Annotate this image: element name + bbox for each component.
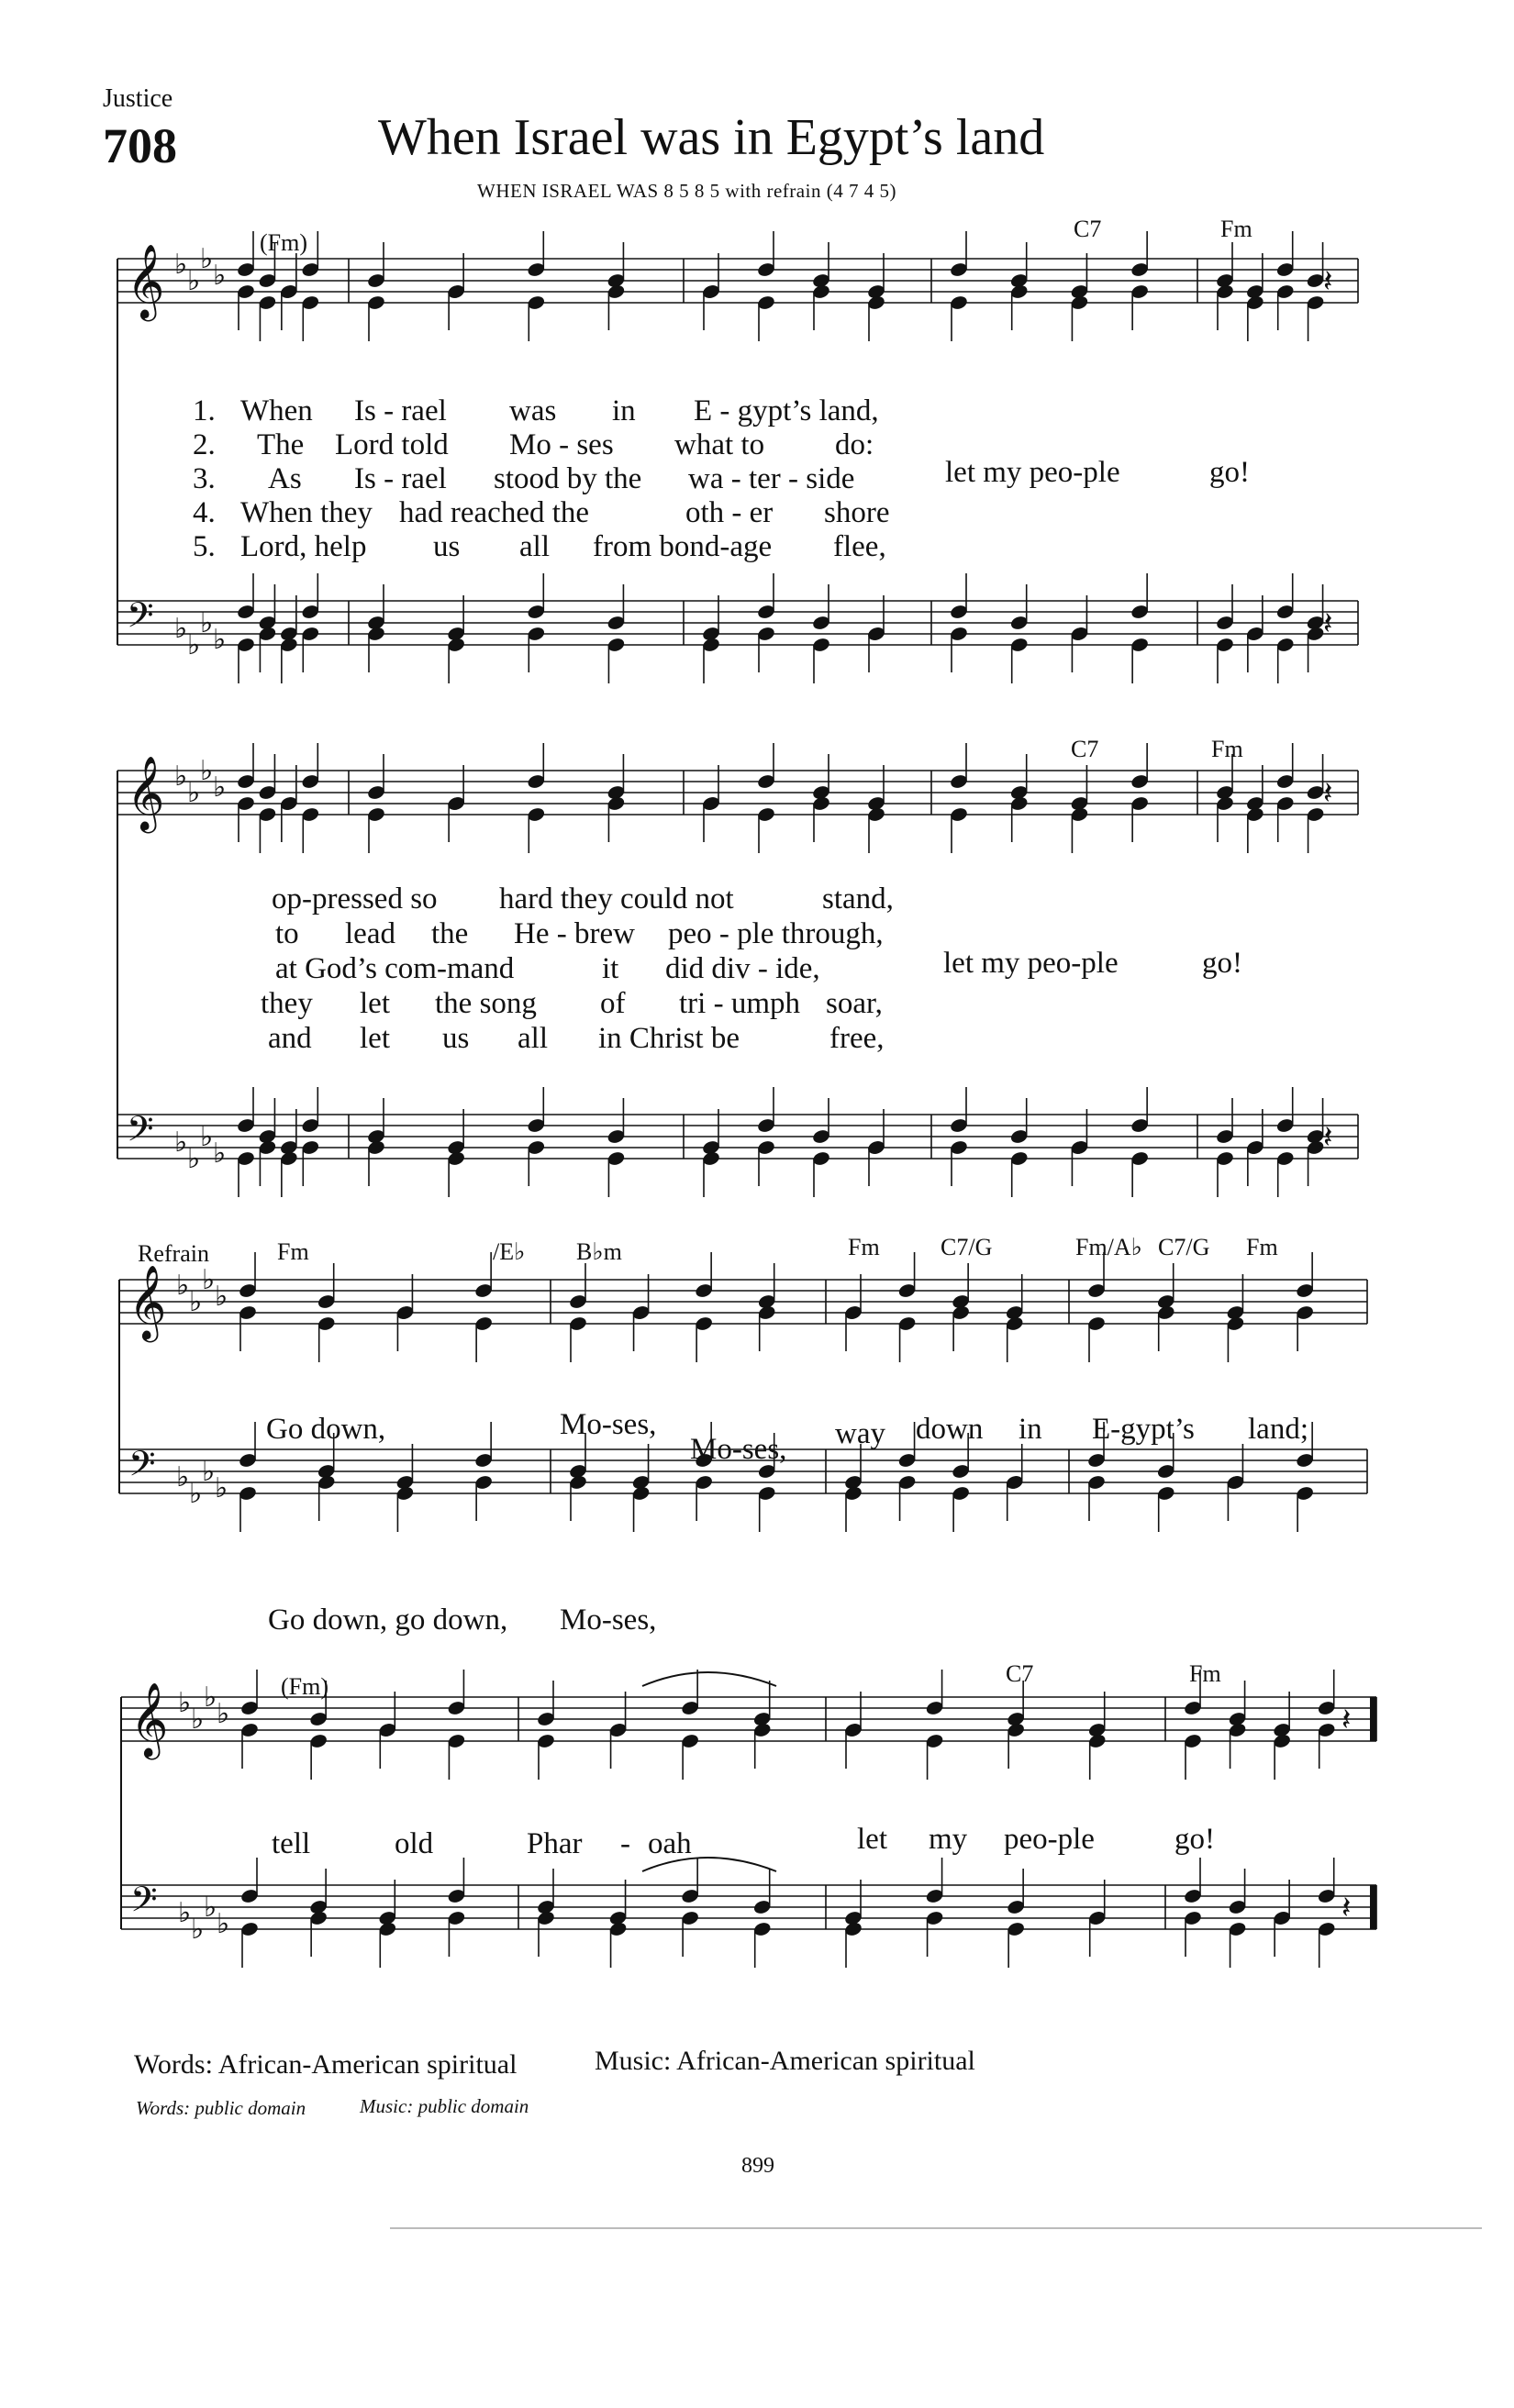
flat-sign: ♭: [202, 1456, 216, 1488]
lyric-syllable: let: [360, 987, 390, 1020]
flat-sign: ♭: [191, 1914, 205, 1946]
lyric-syllable: As: [268, 462, 302, 495]
quarter-rest: 𝄽: [1323, 263, 1333, 300]
verse-line: [261, 987, 883, 1021]
lyric-syllable: E - gypt’s land,: [694, 394, 879, 427]
lyric-syllable: Mo-ses,: [560, 1408, 657, 1441]
lyric-syllable: did div - ide,: [665, 952, 820, 985]
lyric-syllable: tri - umph: [679, 987, 800, 1020]
flat-sign: ♭: [187, 777, 201, 809]
hymn-title: When Israel was in Egypt’s land: [378, 109, 1045, 166]
flat-sign: ♭: [200, 243, 214, 275]
flat-sign: ♭: [187, 265, 201, 297]
lyric-syllable: down: [916, 1413, 984, 1446]
words-credit: Words: African-American spiritual: [134, 2049, 518, 2080]
verse-line: [275, 917, 884, 951]
lyric-syllable: shore: [824, 496, 890, 529]
lyric-syllable: Is - rael: [354, 394, 447, 427]
flat-sign: ♭: [217, 1908, 230, 1940]
chord-symbol: Fm: [1246, 1234, 1278, 1260]
lyric-syllable: the song: [435, 987, 537, 1020]
flat-sign: ♭: [200, 607, 214, 639]
verse-number: 4.: [193, 496, 216, 529]
treble-clef: 𝄞: [130, 1681, 169, 1757]
chord-symbol: Fm/A♭: [1075, 1234, 1142, 1260]
lyric-syllable: oah: [648, 1827, 692, 1860]
section-label: Justice: [103, 84, 173, 113]
verse-number: 1.: [193, 394, 216, 427]
scan-edge-line: [390, 2227, 1482, 2229]
lyric-syllable: Go down, go down,: [268, 1603, 508, 1637]
final-barline: [1370, 1885, 1376, 1929]
chord-symbol: C7: [1006, 1660, 1034, 1687]
flat-sign: ♭: [191, 1703, 205, 1736]
lyric-syllable: at God’s com-mand: [275, 952, 515, 985]
treble-clef: 𝄞: [127, 243, 165, 318]
flat-sign: ♭: [217, 1698, 230, 1730]
tune-meter: WHEN ISRAEL WAS 8 5 8 5 with refrain (4 7 4 5): [477, 180, 896, 202]
flat-sign: ♭: [213, 771, 227, 804]
chord-symbol: C7/G: [1158, 1234, 1210, 1260]
lyric-syllable: stood by the: [494, 462, 642, 495]
lyric-syllable: When they: [240, 496, 373, 529]
lyric-syllable: go!: [1174, 1823, 1215, 1856]
verse-number: 2.: [193, 428, 216, 461]
chord-symbol: Fm: [1220, 216, 1252, 242]
lyric-syllable: was: [509, 394, 557, 427]
flat-sign: ♭: [178, 1687, 192, 1719]
lyric-syllable: He - brew: [514, 917, 635, 950]
lyric-syllable: land;: [1248, 1413, 1308, 1446]
lyric-syllable: tell: [272, 1827, 311, 1860]
flat-sign: ♭: [213, 1137, 227, 1170]
flat-sign: ♭: [178, 1897, 192, 1929]
lyric-syllable: E-gypt’s: [1092, 1413, 1195, 1446]
chord-symbol: Fm: [277, 1238, 309, 1265]
chord-symbol: /E♭: [493, 1238, 526, 1265]
flat-sign: ♭: [189, 1478, 203, 1510]
lyric-syllable: in Christ be: [598, 1022, 740, 1055]
flat-sign: ♭: [200, 1121, 214, 1153]
lyric-syllable: do:: [835, 428, 874, 461]
refrain-label: Refrain: [138, 1240, 209, 1267]
flat-sign: ♭: [174, 249, 188, 281]
lyric-syllable: let my peo-ple: [943, 947, 1119, 980]
chord-symbol: B♭m: [576, 1238, 622, 1265]
lyric-syllable: us: [442, 1022, 470, 1055]
quarter-rest: 𝄽: [1323, 775, 1333, 812]
verse-line: [193, 496, 890, 530]
music-credit: Music: African-American spiritual: [595, 2046, 975, 2076]
verse-line: [272, 882, 894, 916]
flat-sign: ♭: [200, 755, 214, 787]
lyric-syllable: us: [433, 530, 461, 563]
chord-symbol: Fm: [1211, 736, 1243, 762]
lyric-syllable: had reached the: [399, 496, 590, 529]
bass-clef: 𝄢: [128, 1443, 156, 1493]
flat-sign: ♭: [189, 1286, 203, 1318]
lyric-syllable: wa - ter - side: [688, 462, 855, 495]
lyric-syllable: from bond-age: [593, 530, 773, 563]
lyric-syllable: Lord, help: [240, 530, 367, 563]
flat-sign: ♭: [202, 1264, 216, 1296]
lyric-syllable: let: [857, 1823, 887, 1856]
lyric-syllable: op-pressed so: [272, 882, 438, 915]
verse-number: 3.: [193, 462, 216, 495]
lyric-syllable: The: [257, 428, 305, 461]
treble-clef: 𝄞: [128, 1264, 167, 1339]
lyric-syllable: they: [261, 987, 313, 1020]
lyric-syllable: Lord told: [335, 428, 449, 461]
words-rights: Words: public domain: [136, 2097, 306, 2119]
lyric-syllable: flee,: [833, 530, 886, 563]
flat-sign: ♭: [187, 629, 201, 661]
flat-sign: ♭: [213, 624, 227, 656]
lyric-syllable: lead: [345, 917, 395, 950]
lyric-syllable: way: [835, 1417, 885, 1450]
verse-line: [268, 1022, 885, 1056]
lyric-syllable: let my peo-ple: [945, 456, 1120, 489]
verse-line: [275, 952, 820, 986]
lyric-syllable: old: [395, 1827, 434, 1860]
lyric-syllable: free,: [829, 1022, 885, 1055]
music-rights: Music: public domain: [360, 2095, 529, 2117]
bass-clef: 𝄢: [130, 1879, 158, 1928]
lyric-syllable: oth - er: [685, 496, 774, 529]
lyric-syllable: my: [929, 1823, 968, 1856]
chord-symbol: C7: [1071, 736, 1099, 762]
lyric-syllable: stand,: [822, 882, 894, 915]
lyric-syllable: Mo - ses: [509, 428, 614, 461]
quarter-rest: 𝄽: [1341, 1702, 1352, 1738]
lyric-syllable: Is - rael: [354, 462, 447, 495]
lyric-syllable: When: [240, 394, 313, 427]
chord-symbol: C7: [1074, 216, 1102, 242]
lyric-syllable: what to: [674, 428, 765, 461]
quarter-rest: 𝄽: [1323, 1119, 1333, 1156]
lyric-syllable: of: [600, 987, 626, 1020]
lyric-syllable: let: [360, 1022, 390, 1055]
verse-line: [193, 462, 855, 496]
flat-sign: ♭: [204, 1892, 217, 1924]
chord-symbol: (Fm): [260, 229, 307, 256]
bass-clef: 𝄢: [127, 594, 154, 644]
verse-number: 5.: [193, 530, 216, 563]
tie-arc: [642, 1672, 776, 1686]
lyric-syllable: peo-ple: [1004, 1823, 1095, 1856]
flat-sign: ♭: [215, 1281, 228, 1313]
hymn-number: 708: [103, 118, 177, 173]
verse-line: [193, 394, 879, 428]
verse-line: [193, 530, 886, 564]
lyric-syllable: all: [518, 1022, 548, 1055]
chord-symbol: (Fm): [281, 1673, 328, 1700]
quarter-rest: 𝄽: [1341, 1890, 1352, 1926]
lyric-syllable: Mo-ses,: [560, 1603, 657, 1637]
flat-sign: ♭: [174, 613, 188, 645]
lyric-syllable: in: [1019, 1413, 1042, 1446]
final-barline: [1370, 1697, 1376, 1741]
lyric-syllable: Phar: [527, 1827, 583, 1860]
lyric-syllable: and: [268, 1022, 312, 1055]
lyric-syllable: go!: [1209, 456, 1250, 489]
lyric-syllable: hard they could not: [499, 882, 734, 915]
flat-sign: ♭: [204, 1681, 217, 1714]
lyric-syllable: -: [620, 1827, 630, 1860]
flat-sign: ♭: [213, 260, 227, 292]
lyric-syllable: it: [602, 952, 619, 985]
lyric-syllable: Go down,: [266, 1413, 386, 1446]
flat-sign: ♭: [187, 1143, 201, 1175]
chord-symbol: C7/G: [941, 1234, 993, 1260]
lyric-syllable: to: [275, 917, 299, 950]
treble-clef: 𝄞: [127, 755, 165, 830]
chord-symbol: Fm: [848, 1234, 880, 1260]
lyric-syllable: go!: [1202, 947, 1242, 980]
flat-sign: ♭: [174, 1126, 188, 1159]
bass-clef: 𝄢: [127, 1108, 154, 1158]
lyric-syllable: soar,: [826, 987, 883, 1020]
lyric-syllable: the: [431, 917, 469, 950]
verse-line: [193, 428, 874, 462]
lyric-syllable: all: [519, 530, 550, 563]
quarter-rest: 𝄽: [1323, 605, 1333, 642]
lyric-syllable: Mo-ses,: [690, 1433, 787, 1466]
page-number: 899: [741, 2154, 774, 2178]
lyric-syllable: peo - ple through,: [668, 917, 884, 950]
lyric-syllable: in: [612, 394, 636, 427]
flat-sign: ♭: [174, 760, 188, 793]
flat-sign: ♭: [176, 1270, 190, 1302]
chord-symbol: Fm: [1189, 1660, 1221, 1687]
flat-sign: ♭: [215, 1472, 228, 1504]
flat-sign: ♭: [176, 1461, 190, 1493]
